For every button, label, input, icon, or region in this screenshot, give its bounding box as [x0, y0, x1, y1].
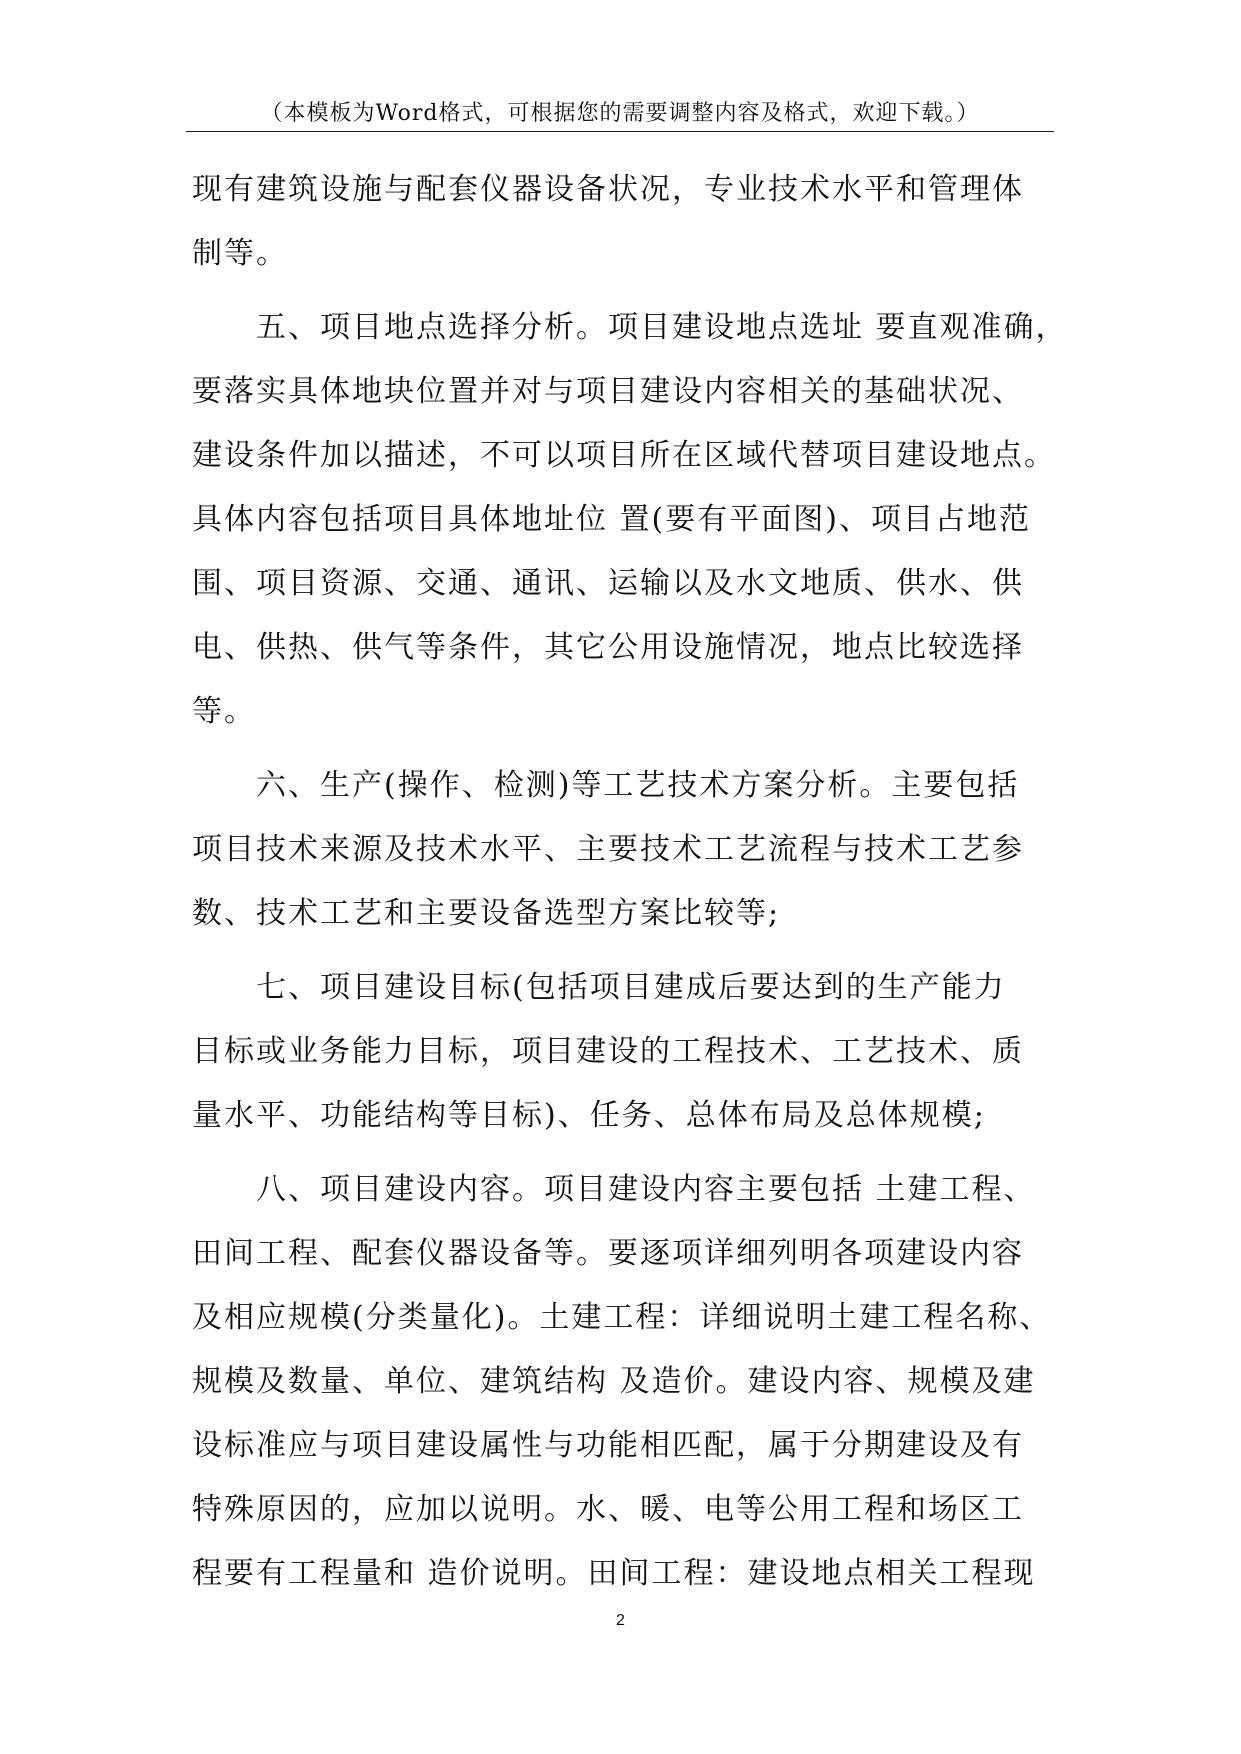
- text-line: 数、技术工艺和主要设备选型方案比较等;: [192, 896, 781, 931]
- text-line: 规模及数量、单位、建筑结构 及造价。建设内容、规模及建: [192, 1364, 1036, 1399]
- text-line: 等。: [192, 694, 256, 729]
- text-line: 五、项目地点选择分析。项目建设地点选址 要直观准确，: [192, 310, 1068, 345]
- text-line: 建设条件加以描述，不可以项目所在区域代替项目建设地点。: [192, 438, 1056, 473]
- text-line: 田间工程、配套仪器设备等。要逐项详细列明各项建设内容: [192, 1236, 1024, 1271]
- text-line: 具体内容包括项目具体地址位 置(要有平面图)、项目占地范: [192, 502, 1031, 537]
- text-line: 围、项目资源、交通、通讯、运输以及水文地质、供水、供: [192, 566, 1024, 601]
- text-line: 目标或业务能力目标，项目建设的工程技术、工艺技术、质: [192, 1034, 1024, 1069]
- text-line: 制等。: [192, 236, 288, 271]
- text-line: 项目技术来源及技术水平、主要技术工艺流程与技术工艺参: [192, 832, 1024, 867]
- paragraph-site-selection: [192, 296, 1068, 744]
- template-header-note: （本模板为Word格式，可根据您的需要调整内容及格式，欢迎下载。）: [260, 101, 980, 126]
- text-line: 七、项目建设目标(包括项目建成后要达到的生产能力: [192, 970, 1006, 1005]
- text-line: 程要有工程量和 造价说明。田间工程：建设地点相关工程现: [192, 1556, 1036, 1591]
- paragraph-construction-goals: [192, 956, 1060, 1148]
- text-line: 六、生产(操作、检测)等工艺技术方案分析。主要包括: [192, 768, 1020, 803]
- page-number: 2: [616, 1612, 625, 1629]
- header-divider: [186, 131, 1054, 132]
- text-line: 量水平、功能结构等目标)、任务、总体布局及总体规模;: [192, 1098, 986, 1133]
- text-line: 设标准应与项目建设属性与功能相匹配，属于分期建设及有: [192, 1428, 1024, 1463]
- text-line: 电、供热、供气等条件，其它公用设施情况，地点比较选择: [192, 630, 1024, 665]
- text-line: 八、项目建设内容。项目建设内容主要包括 土建工程、: [192, 1172, 1036, 1207]
- text-line: 及相应规模(分类量化)。土建工程：详细说明土建工程名称、: [192, 1300, 1052, 1335]
- text-line: 要落实具体地块位置并对与项目建设内容相关的基础状况、: [192, 374, 1024, 409]
- paragraph-continued: [192, 158, 1060, 286]
- document-body: [192, 158, 1068, 1606]
- paragraph-construction-content: [192, 1158, 1060, 1606]
- paragraph-process-analysis: [192, 754, 1060, 946]
- text-line: 现有建筑设施与配套仪器设备状况，专业技术水平和管理体: [192, 172, 1024, 207]
- text-line: 特殊原因的，应加以说明。水、暖、电等公用工程和场区工: [192, 1492, 1024, 1527]
